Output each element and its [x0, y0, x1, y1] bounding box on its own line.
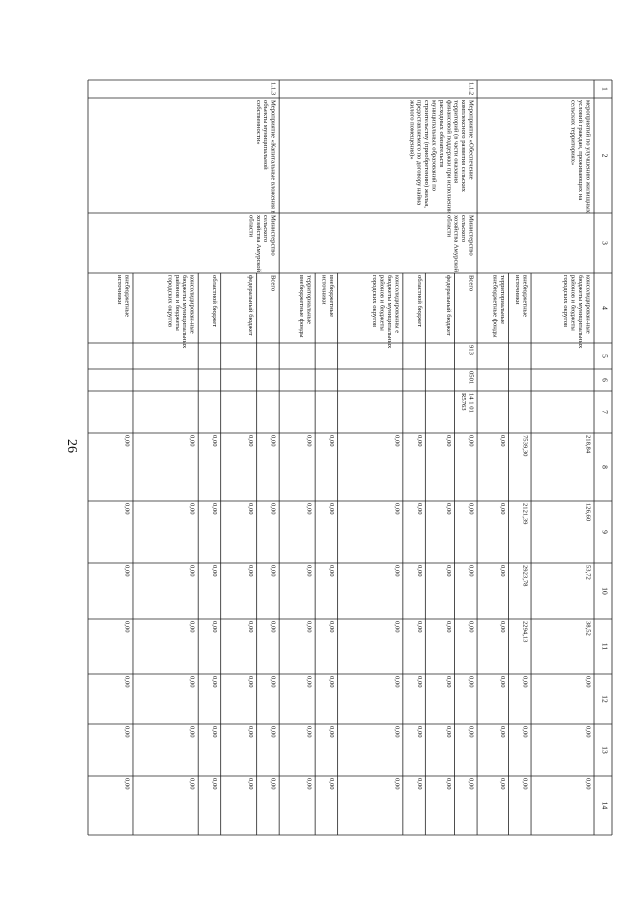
cell-r-112-5-col8: 0,00 — [328, 435, 336, 447]
cell-r-112-2-col9: 0,00 — [444, 503, 452, 515]
column-header-3: 3 — [600, 241, 610, 245]
cell-r-113-2-col8: 0,00 — [247, 435, 255, 447]
cell-r-112-4-col4: консолидированны ебюджеты муниципальныхрайонов и бюджетыгородских округов — [371, 275, 401, 349]
cell-r-cont-2-col10: 2923,78 — [521, 565, 529, 587]
cell-r-cont-1-col10: 53,72 — [584, 565, 592, 580]
cell-r-113-3-col8: 0,00 — [211, 435, 219, 447]
page-number-text: 26 — [64, 439, 79, 453]
cell-r-112-5-col9: 0,00 — [328, 503, 336, 515]
cell-r-112-6-col13: 0,00 — [305, 726, 313, 738]
cell-r-112-6-col10: 0,00 — [305, 565, 313, 577]
cell-r-113-3-col9: 0,00 — [211, 503, 219, 515]
cell-r-113-3-col12: 0,00 — [211, 676, 219, 688]
cell-r-113-4-col11: 0,00 — [188, 621, 196, 633]
cell-r-113-1-col13: 0,00 — [269, 726, 277, 738]
cell-r-cont-3-col14: 0,00 — [498, 778, 506, 790]
cell-r-112-6-col11: 0,00 — [305, 621, 313, 633]
cell-r-cont-3-col13: 0,00 — [498, 726, 506, 738]
cell-r-cont-2-col13: 0,00 — [521, 726, 529, 738]
cell-r-cont-2-col11: 2294,13 — [521, 621, 529, 643]
cell-r-112-2-col12: 0,00 — [444, 676, 452, 688]
cell-r-112-5-col4: внебюджетныеисточники — [320, 275, 336, 318]
column-header-14: 14 — [600, 801, 610, 810]
cell-r-112-6-col12: 0,00 — [305, 676, 313, 688]
column-header-10: 10 — [600, 587, 610, 595]
cell-r-112-2-col11: 0,00 — [444, 621, 452, 633]
cell-r-112-4-col8: 0,00 — [393, 435, 401, 447]
table-body — [88, 80, 612, 835]
cell-r-cont-1-col4: консолидирован-ныебюджеты муниципальныхрайонов и бюджетыгородских округов — [562, 275, 592, 349]
cell-r-cont-1-col14: 0,00 — [584, 778, 592, 790]
cell-r-113-1-col8: 0,00 — [269, 435, 277, 447]
column-header-12: 12 — [600, 695, 610, 703]
cell-r-112-2-col14: 0,00 — [444, 778, 452, 790]
column-header-13: 13 — [600, 746, 610, 754]
cell-r-cont-3-col9: 0,00 — [498, 503, 506, 515]
cell-r-112-1-col9: 0,00 — [467, 503, 475, 515]
cell-r-113-1-col9: 0,00 — [269, 503, 277, 515]
cell-r-112-5-col12: 0,00 — [328, 676, 336, 688]
cell-r-113-1-col3: Министерствосельскогохозяйства Амурскойобласти — [247, 215, 277, 273]
column-header-6: 6 — [600, 378, 610, 382]
cell-r-113-2-col4: федеральный бюджет — [247, 275, 255, 336]
cell-r-cont-1-col9: 126,60 — [584, 503, 592, 522]
cell-r-113-1-col11: 0,00 — [269, 621, 277, 633]
cell-r-cont-2-col12: 0,00 — [521, 676, 529, 688]
cell-r-113-4-col10: 0,00 — [188, 565, 196, 577]
cell-r-112-3-col11: 0,00 — [415, 621, 423, 633]
cell-r-113-1-col4: Всего — [269, 275, 277, 292]
cell-r-112-1-col14: 0,00 — [467, 778, 475, 790]
cell-r-112-1-col10: 0,00 — [467, 565, 475, 577]
cell-r-112-3-col8: 0,00 — [415, 435, 423, 447]
cell-r-112-1-col12: 0,00 — [467, 676, 475, 688]
cell-r-112-1-col6: 0501 — [467, 371, 475, 385]
cell-r-112-4-col12: 0,00 — [393, 676, 401, 688]
column-header-1: 1 — [600, 87, 610, 91]
cell-r-113-5-col14: 0,00 — [123, 778, 131, 790]
cell-r-113-1-col2: Мероприятие «Капитальные вложения вобъекты муниципальнойсобственности» — [254, 100, 277, 214]
cell-r-112-1-col13: 0,00 — [467, 726, 475, 738]
cell-r-cont-3-col12: 0,00 — [498, 676, 506, 688]
cell-r-113-3-col4: областной бюджет — [211, 275, 219, 328]
cell-r-113-2-col11: 0,00 — [247, 621, 255, 633]
cell-r-113-4-col8: 0,00 — [188, 435, 196, 447]
cell-r-113-5-col9: 0,00 — [123, 503, 131, 515]
cell-r-112-3-col14: 0,00 — [415, 778, 423, 790]
cell-r-cont-2-col8: 7539,30 — [521, 435, 529, 457]
cell-r-cont-1-col12: 0,00 — [584, 676, 592, 688]
cell-r-112-2-col13: 0,00 — [444, 726, 452, 738]
column-header-4: 4 — [600, 306, 610, 310]
cell-r-112-3-col12: 0,00 — [415, 676, 423, 688]
cell-r-112-4-col13: 0,00 — [393, 726, 401, 738]
cell-r-113-5-col4: внебюджетныеисточники — [115, 275, 131, 318]
cell-r-112-3-col13: 0,00 — [415, 726, 423, 738]
cell-r-112-4-col10: 0,00 — [393, 565, 401, 577]
cell-r-cont-2-col14: 0,00 — [521, 778, 529, 790]
cell-r-112-1-col5: 913 — [467, 345, 475, 355]
cell-r-112-5-col14: 0,00 — [328, 778, 336, 790]
cell-r-cont-2-col9: 2121,39 — [521, 503, 529, 525]
cell-r-113-3-col14: 0,00 — [211, 778, 219, 790]
cell-r-113-5-col8: 0,00 — [123, 435, 131, 447]
cell-r-cont-1-col11: 38,52 — [584, 621, 592, 636]
column-header-5: 5 — [600, 354, 610, 358]
cell-r-113-4-col14: 0,00 — [188, 778, 196, 790]
cell-r-112-5-col11: 0,00 — [328, 621, 336, 633]
cell-r-112-4-col11: 0,00 — [393, 621, 401, 633]
cell-r-112-3-col9: 0,00 — [415, 503, 423, 515]
cell-r-cont-3-col4: территориальныевнебюджетные фонды — [491, 275, 506, 338]
cell-r-113-1-col12: 0,00 — [269, 676, 277, 688]
cell-r-113-4-col9: 0,00 — [188, 503, 196, 515]
cell-r-113-2-col13: 0,00 — [247, 726, 255, 738]
cell-r-cont-3-col11: 0,00 — [498, 621, 506, 633]
cell-r-cont-1-col13: 0,00 — [584, 726, 592, 738]
cell-r-cont-2-col4: внебюджетныеисточники — [514, 275, 529, 318]
cell-r-113-5-col13: 0,00 — [123, 726, 131, 738]
cell-r-112-5-col10: 0,00 — [328, 565, 336, 577]
cell-r-112-6-col14: 0,00 — [305, 778, 313, 790]
cell-r-112-6-col9: 0,00 — [305, 503, 313, 515]
cell-r-112-4-col14: 0,00 — [393, 778, 401, 790]
cell-r-cont-1-col2: мероприятий по улучшению жилищныхусловий граждан, проживающих насельских территориях» — [569, 100, 592, 213]
cell-r-113-2-col12: 0,00 — [247, 676, 255, 688]
cell-r-113-5-col10: 0,00 — [123, 565, 131, 577]
cell-r-cont-3-col8: 0,00 — [498, 435, 506, 447]
cell-r-112-1-col7: 14 1 01R5763 — [460, 393, 475, 413]
cell-r-113-1-col14: 0,00 — [269, 778, 277, 790]
cell-r-112-3-col10: 0,00 — [415, 565, 423, 577]
cell-r-113-2-col9: 0,00 — [247, 503, 255, 515]
cell-r-112-2-col10: 0,00 — [444, 565, 452, 577]
cell-r-112-6-col8: 0,00 — [305, 435, 313, 447]
cell-r-113-5-col11: 0,00 — [123, 621, 131, 633]
cell-r-113-3-col10: 0,00 — [211, 565, 219, 577]
column-header-8: 8 — [600, 465, 610, 469]
column-header-11: 11 — [600, 642, 610, 651]
cell-r-cont-3-col10: 0,00 — [498, 565, 506, 577]
cell-r-112-1-col3: Министерствосельскогохозяйства Амурскойобласти — [445, 215, 475, 273]
cell-r-113-3-col11: 0,00 — [211, 621, 219, 633]
cell-r-113-4-col12: 0,00 — [188, 676, 196, 688]
cell-r-113-3-col13: 0,00 — [211, 726, 219, 738]
column-header-9: 9 — [600, 530, 610, 534]
cell-r-112-2-col4: федеральный бюджет — [444, 275, 452, 336]
cell-r-112-1-col2: Мероприятие «Обеспечениекомплексного развития сельскихтерриторий (в части оказанияфинансовой поддержки при исполнениирасходных обязательствмуниципальных образований построительству (приобретению) жилья,предоставляемого по договору наймажилого помещения)» — [408, 100, 475, 214]
column-header-7: 7 — [600, 410, 610, 414]
cell-r-112-4-col9: 0,00 — [393, 503, 401, 515]
cell-r-113-2-col10: 0,00 — [247, 565, 255, 577]
cell-r-113-1-col1: 1.1.3 — [269, 82, 277, 96]
cell-r-113-4-col4: консолидирован-ныебюджеты муниципальныхрайонов и бюджетыгородских округов — [166, 275, 196, 349]
cell-r-113-5-col12: 0,00 — [123, 676, 131, 688]
cell-r-112-1-col4: Всего — [467, 275, 475, 292]
cell-r-112-3-col4: областной бюджет — [415, 275, 423, 328]
cell-r-113-4-col13: 0,00 — [188, 726, 196, 738]
cell-r-113-2-col14: 0,00 — [247, 778, 255, 790]
cell-r-113-1-col10: 0,00 — [269, 565, 277, 577]
cell-r-112-1-col8: 0,00 — [467, 435, 475, 447]
cell-r-112-1-col11: 0,00 — [467, 621, 475, 633]
cell-r-112-5-col13: 0,00 — [328, 726, 336, 738]
cell-r-cont-1-col8: 218,84 — [584, 435, 592, 454]
column-header-2: 2 — [600, 153, 610, 158]
cell-r-112-6-col4: территориальныевнебюджетные фонды — [298, 275, 313, 338]
cell-r-112-1-col1: 1.1.2 — [467, 82, 475, 96]
cell-r-112-2-col8: 0,00 — [444, 435, 452, 447]
